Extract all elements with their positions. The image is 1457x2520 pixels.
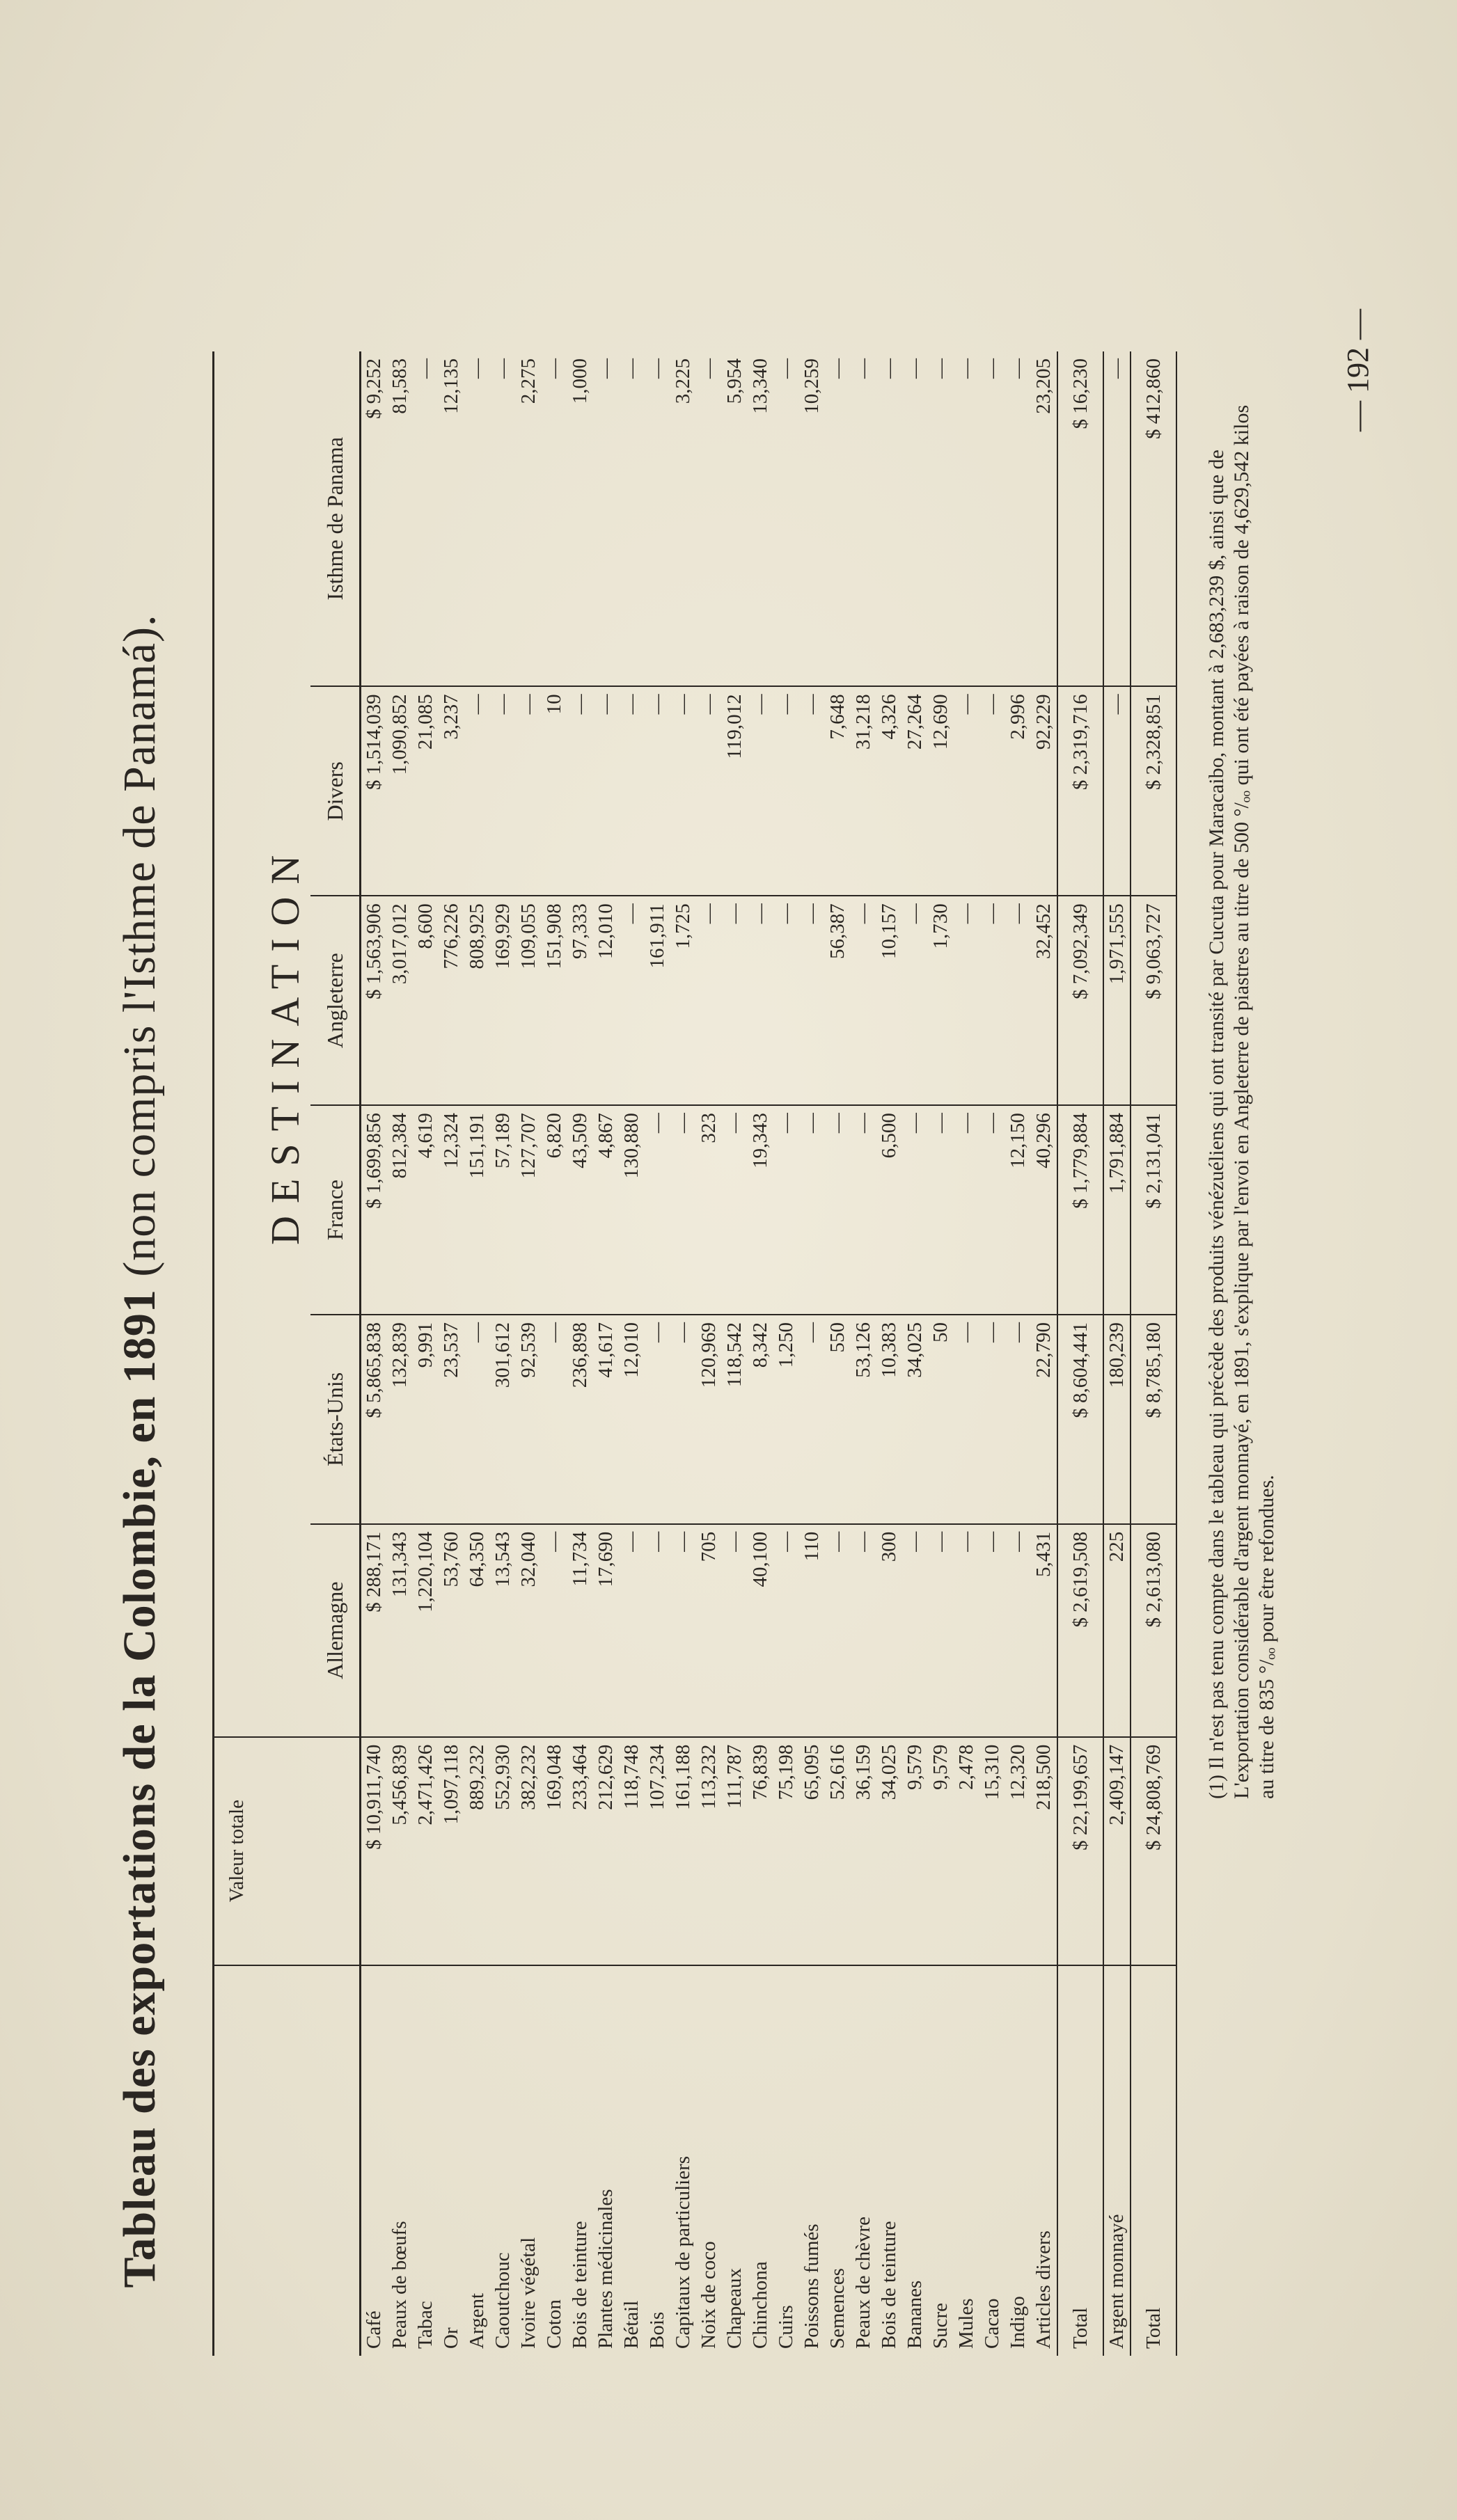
table-cell: 10,259 [799,351,825,686]
column-header: Allemagne [310,1524,361,1737]
table-cell: — [542,351,567,686]
footnote-1: (1) Il n'est pas tenu compte dans le tableau qui précède des produits vénézuéliens qui ont transité par Cucuta pour Maracaibo, montant à 2,683,239 $, ainsi que de [1205,450,1228,1799]
table-cell: — [542,1524,567,1737]
table-cell: 76,839 [748,1737,773,1965]
table-cell: 776,226 [439,896,464,1105]
table-cell: — [619,351,645,686]
table-row [1031,351,1057,2356]
table-cell: 1,000 [567,351,593,686]
table-cell: — [799,686,825,896]
table-cell: 12,010 [593,896,619,1105]
table-row [722,351,748,2356]
table-cell: 13,340 [748,351,773,686]
table-cell: 10,157 [876,896,902,1105]
table-cell: — [567,686,593,896]
table-cell: 111,787 [722,1737,748,1965]
table-cell: — [593,351,619,686]
table-cell: — [619,896,645,1105]
table-cell: 4,867 [593,1105,619,1315]
table-cell: 40,296 [1031,1105,1057,1315]
exports-table [212,351,1177,2356]
row-label: Bois de teinture [878,2221,900,2349]
table-cell: — [876,351,902,686]
table-cell: 119,012 [722,686,748,896]
table-cell: $ 2,131,041 [1131,1105,1176,1315]
table-row [361,351,388,2356]
table-cell: — [464,686,490,896]
table-row [748,351,773,2356]
table-cell: 1,971,555 [1103,896,1131,1105]
table-cell: — [1005,1315,1031,1524]
table-cell: 110 [799,1524,825,1737]
page-title [113,546,166,2356]
table-cell: 169,048 [542,1737,567,1965]
table-cell: 27,264 [902,686,928,896]
table-row [825,351,851,2356]
title-sub: (non compris l'Isthme de Panamá). [114,614,165,1277]
table-row [413,351,439,2356]
valeur-header: Valeur totale [214,1737,260,1965]
table-cell: 127,707 [516,1105,542,1315]
table-row [928,351,954,2356]
table-row [1005,351,1031,2356]
table-cell: — [954,1105,979,1315]
row-label: Peaux de bœufs [388,2221,411,2349]
table-cell: 53,760 [439,1524,464,1737]
table-cell: 161,911 [645,896,670,1105]
table-row [619,351,645,2356]
table-cell: $ 7,092,349 [1057,896,1103,1105]
table-cell: — [490,351,516,686]
destination-spacer [214,351,260,1737]
table-cell: 236,898 [567,1315,593,1524]
row-label: Tabac [414,2301,436,2349]
table-cell: 1,220,104 [413,1524,439,1737]
table-cell: 118,542 [722,1315,748,1524]
table-cell: 131,343 [387,1524,413,1737]
table-cell: — [799,1105,825,1315]
table-cell: — [542,1315,567,1524]
table-cell: 151,908 [542,896,567,1105]
table-cell: $ 16,230 [1057,351,1103,686]
title-main: Tableau des exportations de la Colombie, en 1891 [114,1289,165,2288]
table-cell: 180,239 [1103,1315,1131,1524]
table-cell: — [773,686,799,896]
table-cell: — [722,1524,748,1737]
table-cell: — [954,1315,979,1524]
table-cell: — [954,686,979,896]
row-label: Total [1131,1965,1176,2356]
table-cell: $ 1,779,884 [1057,1105,1103,1315]
table-cell: — [825,1524,851,1737]
table-cell: $ 8,785,180 [1131,1315,1176,1524]
row-label: Chinchona [749,2261,771,2349]
table-cell: 300 [876,1524,902,1737]
row-label: Peaux de chèvre [852,2216,874,2349]
table-cell: 5,431 [1031,1524,1057,1737]
rotated-sheet [108,184,1431,2377]
table-cell: — [670,1105,696,1315]
table-cell: — [851,1524,876,1737]
table-cell: 382,232 [516,1737,542,1965]
table-cell: — [516,686,542,896]
table-row [696,351,722,2356]
table-row [490,351,516,2356]
label-col-header [214,1965,260,2356]
row-label: Cacao [981,2298,1003,2349]
table-cell: 8,600 [413,896,439,1105]
row-label: Capitaux de particuliers [672,2155,694,2349]
table-cell: $ 9,252 [361,351,388,686]
table-cell: 812,384 [387,1105,413,1315]
table-cell: 218,500 [1031,1737,1057,1965]
table-cell: 1,725 [670,896,696,1105]
row-label: Total [1057,1965,1103,2356]
table-cell: — [619,1524,645,1737]
table-cell: — [902,1105,928,1315]
footnote-3: au titre de 835 °/ₒₒ pour être refondues. [1255,1475,1278,1799]
table-cell: — [696,351,722,686]
table-cell: — [979,686,1005,896]
row-label: Cuirs [775,2305,797,2349]
table-cell: 65,095 [799,1737,825,1965]
table-cell: 161,188 [670,1737,696,1965]
table-cell: 109,055 [516,896,542,1105]
table-row [593,351,619,2356]
table-cell: 2,275 [516,351,542,686]
table-row [439,351,464,2356]
table-cell: $ 1,699,856 [361,1105,388,1315]
table-cell: 40,100 [748,1524,773,1737]
table-cell: 41,617 [593,1315,619,1524]
table-cell: — [773,1524,799,1737]
table-cell: — [464,1315,490,1524]
table-cell: — [619,686,645,896]
table-cell: — [851,896,876,1105]
table-cell: 11,734 [567,1524,593,1737]
table-cell: 92,229 [1031,686,1057,896]
table-cell: 3,017,012 [387,896,413,1105]
table-cell: 233,464 [567,1737,593,1965]
table-cell: 9,579 [928,1737,954,1965]
table-cell: 22,790 [1031,1315,1057,1524]
table-row [645,351,670,2356]
table-cell: 3,237 [439,686,464,896]
table-cell: — [722,896,748,1105]
table-cell: 12,010 [619,1315,645,1524]
row-label: Coton [543,2299,565,2349]
table-cell: — [1005,351,1031,686]
table-cell: — [902,351,928,686]
table-cell: — [748,686,773,896]
table-cell: — [645,1105,670,1315]
table-cell: 1,791,884 [1103,1105,1131,1315]
table-cell: 118,748 [619,1737,645,1965]
total-row [1057,351,1103,2356]
table-row [954,351,979,2356]
table-cell: — [1005,1524,1031,1737]
column-header: Divers [310,686,361,896]
table-cell: 23,205 [1031,351,1057,686]
table-cell: 21,085 [413,686,439,896]
table-cell: $ 2,328,851 [1131,686,1176,896]
row-label: Caoutchouc [491,2252,514,2349]
table-cell: — [851,1105,876,1315]
table-cell: 36,159 [851,1737,876,1965]
table-cell: 301,612 [490,1315,516,1524]
table-cell: 32,452 [1031,896,1057,1105]
table-cell: $ 9,063,727 [1131,896,1176,1105]
table-cell: 120,969 [696,1315,722,1524]
table-cell: 4,326 [876,686,902,896]
table-cell: 52,616 [825,1737,851,1965]
table-row [773,351,799,2356]
table-cell: 50 [928,1315,954,1524]
table-cell: $ 8,604,441 [1057,1315,1103,1524]
column-header: États-Unis [310,1315,361,1524]
table-cell: — [979,1524,1005,1737]
row-label: Café [363,2311,385,2349]
table-cell: 9,991 [413,1315,439,1524]
table-cell: 3,225 [670,351,696,686]
table-cell: 212,629 [593,1737,619,1965]
destination-header: DESTINATION [259,351,310,1737]
table-cell: — [979,351,1005,686]
table-cell: 13,543 [490,1524,516,1737]
table-cell: — [773,1105,799,1315]
table-cell: 1,250 [773,1315,799,1524]
table-cell: $ 24,808,769 [1131,1737,1176,1965]
footnote [1204,324,1279,1799]
table-cell: 1,090,852 [387,686,413,896]
table-cell: 56,387 [825,896,851,1105]
table-cell: $ 2,619,508 [1057,1524,1103,1737]
table-cell: — [645,351,670,686]
table-cell: 130,880 [619,1105,645,1315]
table-cell: 81,583 [387,351,413,686]
table-cell: 1,730 [928,896,954,1105]
table-cell: 107,234 [645,1737,670,1965]
table-cell: — [902,896,928,1105]
table-cell: 6,820 [542,1105,567,1315]
table-cell: $ 288,171 [361,1524,388,1737]
row-label: Noix de coco [698,2241,720,2349]
table-cell: — [490,686,516,896]
row-label: Argent monnayé [1105,2214,1128,2349]
table-cell: 169,929 [490,896,516,1105]
table-cell: — [799,1315,825,1524]
table-cell: 550 [825,1315,851,1524]
table-cell: — [928,1105,954,1315]
table-cell: 12,150 [1005,1105,1031,1315]
row-label: Poissons fumés [801,2224,823,2349]
table-cell: — [979,896,1005,1105]
row-label: Chapeaux [723,2268,746,2349]
row-label: Ivoire végétal [517,2237,540,2349]
table-cell: — [670,1524,696,1737]
table-cell: 808,925 [464,896,490,1105]
row-label: Argent [466,2292,488,2349]
table-cell: — [593,686,619,896]
table-cell: 2,471,426 [413,1737,439,1965]
table-cell: 2,478 [954,1737,979,1965]
table-cell: 132,839 [387,1315,413,1524]
table-cell: 12,320 [1005,1737,1031,1965]
table-row [516,351,542,2356]
table-cell: 97,333 [567,896,593,1105]
table-cell: — [979,1105,1005,1315]
table-cell: — [954,351,979,686]
table-cell: — [645,1315,670,1524]
table-cell: — [954,896,979,1105]
table-cell: — [670,1315,696,1524]
table-cell: — [928,1524,954,1737]
row-label: Articles divers [1032,2230,1055,2349]
table-cell: — [645,686,670,896]
table-cell: 8,342 [748,1315,773,1524]
table-cell: — [773,351,799,686]
table-cell: — [722,1105,748,1315]
table-cell: — [645,1524,670,1737]
row-label: Semences [826,2268,849,2349]
argent-row [1103,351,1131,2356]
table-cell: 1,097,118 [439,1737,464,1965]
column-header: France [310,1105,361,1315]
table-cell: 34,025 [902,1315,928,1524]
table-row [799,351,825,2356]
table-cell: 31,218 [851,686,876,896]
table-cell: — [928,351,954,686]
table-cell: $ 412,860 [1131,351,1176,686]
table-cell: 9,579 [902,1737,928,1965]
row-label: Bananes [904,2280,926,2349]
table-cell: — [773,896,799,1105]
table-cell: — [1005,896,1031,1105]
table-row [464,351,490,2356]
row-label: Indigo [1007,2296,1029,2349]
table-row [979,351,1005,2356]
table-cell: 23,537 [439,1315,464,1524]
table-row [387,351,413,2356]
page-number: — 192 — [1341,309,1375,431]
table-cell: — [799,896,825,1105]
table-cell: — [851,351,876,686]
table-cell: 2,996 [1005,686,1031,896]
table-cell: 10,383 [876,1315,902,1524]
table-cell: — [670,686,696,896]
table-cell: — [413,351,439,686]
table-cell: 225 [1103,1524,1131,1737]
table-cell: 323 [696,1105,722,1315]
table-row [902,351,928,2356]
row-label: Plantes médicinales [594,2189,617,2349]
table-row [567,351,593,2356]
table-cell: 552,930 [490,1737,516,1965]
table-cell: 4,619 [413,1105,439,1315]
row-label: Bois de teinture [569,2221,591,2349]
table-cell: $ 1,563,906 [361,896,388,1105]
table-cell: $ 2,613,080 [1131,1524,1176,1737]
row-label: Mules [955,2298,977,2349]
table-cell: — [954,1524,979,1737]
column-header: Angleterre [310,896,361,1105]
table-cell: — [464,351,490,686]
table-cell: 19,343 [748,1105,773,1315]
table-cell: 12,690 [928,686,954,896]
row-label: Sucre [929,2302,952,2349]
table-cell: 6,500 [876,1105,902,1315]
table-cell: — [696,896,722,1105]
row-label: Or [440,2327,462,2349]
table-cell: 64,350 [464,1524,490,1737]
table-cell: 34,025 [876,1737,902,1965]
table-cell: 32,040 [516,1524,542,1737]
table-cell: $ 2,319,716 [1057,686,1103,896]
table-cell: 151,191 [464,1105,490,1315]
table-cell: — [1103,686,1131,896]
table-row [851,351,876,2356]
row-label: Bois [646,2311,668,2349]
table-cell: — [1103,351,1131,686]
table-row [876,351,902,2356]
table-cell: 5,456,839 [387,1737,413,1965]
table-cell: $ 10,911,740 [361,1737,388,1965]
row-label: Bétail [620,2300,643,2349]
table-cell: 12,135 [439,351,464,686]
table-row [670,351,696,2356]
table-cell: 10 [542,686,567,896]
grand-total-row [1131,351,1176,2356]
table-cell: 889,232 [464,1737,490,1965]
table-cell: 92,539 [516,1315,542,1524]
table-cell: $ 22,199,657 [1057,1737,1103,1965]
table-cell: 113,232 [696,1737,722,1965]
table-cell: 705 [696,1524,722,1737]
table-cell: 75,198 [773,1737,799,1965]
footnote-2: L'exportation considérable d'argent monnayé, en 1891, s'explique par l'envoi en Angleterre de piastres au titre de 500 °/ₒₒ qui ont été payées à raison de 4,629,542 kilos [1230,404,1253,1799]
table-cell: 53,126 [851,1315,876,1524]
table-cell: 17,690 [593,1524,619,1737]
table-cell: — [979,1315,1005,1524]
table-cell: $ 1,514,039 [361,686,388,896]
table-cell: — [902,1524,928,1737]
table-cell: — [696,686,722,896]
table-cell: — [825,351,851,686]
table-cell: 43,509 [567,1105,593,1315]
table-cell: 5,954 [722,351,748,686]
table-cell: — [748,896,773,1105]
table-cell: 2,409,147 [1103,1737,1131,1965]
column-header: Isthme de Panama [310,351,361,686]
table-cell: 15,310 [979,1737,1005,1965]
table-cell: $ 5,865,838 [361,1315,388,1524]
table-cell: 57,189 [490,1105,516,1315]
table-cell: — [825,1105,851,1315]
table-row [542,351,567,2356]
table-cell: 12,324 [439,1105,464,1315]
table-cell: 7,648 [825,686,851,896]
